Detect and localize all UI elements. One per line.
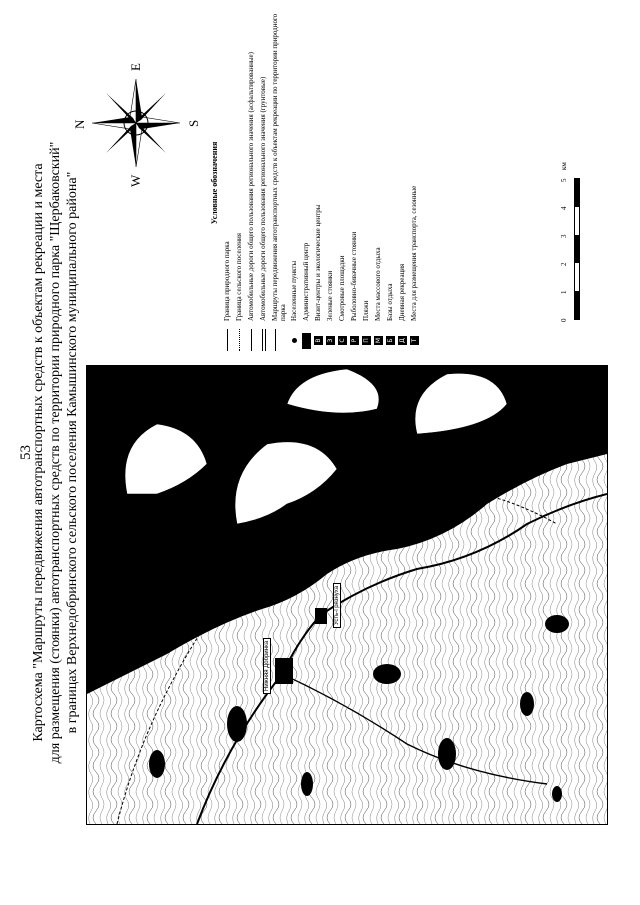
map-svg <box>87 366 607 824</box>
legend-symbol-box: М <box>375 337 382 344</box>
legend-item <box>302 13 311 353</box>
title-line-3: в границах Верхнедобринского сельского поселения Камышинского муниципального района" <box>65 171 80 734</box>
legend-item <box>235 13 244 353</box>
legend-item <box>326 13 335 353</box>
compass-s: S <box>186 119 201 127</box>
compass-icon <box>86 73 186 173</box>
legend-item <box>290 13 299 353</box>
scale-unit: км <box>560 162 568 170</box>
scale-tick-1: 1 <box>560 290 568 294</box>
map-legend <box>210 13 422 353</box>
scale-tick-4: 4 <box>560 206 568 210</box>
legend-symbol-box: П <box>362 327 371 353</box>
compass-rose <box>72 63 201 187</box>
legend-label: Базы отдыха <box>386 283 394 321</box>
legend-item <box>362 13 371 353</box>
legend-item <box>410 13 419 353</box>
legend-title: Условные обозначения <box>210 141 219 225</box>
legend-item <box>314 13 323 353</box>
legend-item <box>386 13 395 353</box>
legend-label: Граница сельского поселения <box>235 233 243 321</box>
legend-item <box>259 13 268 353</box>
legend-label: Места массового отдыха <box>374 247 382 321</box>
legend-symbol-double <box>259 327 268 353</box>
scale-segment <box>575 179 579 207</box>
legend-symbol-line <box>271 327 280 353</box>
legend-item <box>398 13 407 353</box>
legend-label: Визит-центры и экологические центры <box>314 204 322 321</box>
legend-label: Маршруты передвижения автотранспортных средств к объектам рекреации по территории природного парка <box>271 13 287 321</box>
title-line-1: Картосхема "Маршруты передвижения автотранспортных средств к объектам рекреации и места <box>31 163 46 742</box>
compass-e: E <box>128 63 143 71</box>
scale-segment <box>575 291 579 319</box>
map-title <box>30 40 81 865</box>
legend-symbol-box: Д <box>398 327 407 353</box>
legend-item <box>223 13 232 353</box>
legend-symbol-box: З <box>326 327 335 353</box>
scale-tick-3: 3 <box>560 234 568 238</box>
legend-symbol-box: Р <box>350 327 359 353</box>
legend-symbol-box: Т <box>410 327 419 353</box>
legend-label: Рыболовно-бивачные стоянки <box>350 231 358 321</box>
legend-label: Пляжи <box>362 300 370 321</box>
legend-symbol-line <box>223 327 232 353</box>
legend-label: Смотровые площадки <box>338 255 346 321</box>
scale-bar <box>560 120 600 320</box>
compass-n: N <box>72 119 87 129</box>
legend-rows <box>223 13 419 353</box>
legend-label: Граница природного парка <box>223 241 231 321</box>
legend-label: Дневная рекреация <box>398 263 406 321</box>
scale-tick-0: 0 <box>560 318 568 322</box>
legend-symbol-dotted <box>235 327 244 353</box>
legend-label: Административный центр <box>302 242 310 321</box>
legend-symbol-box: В <box>314 327 323 353</box>
legend-label: Места для размещения транспорта, сезонные <box>410 185 418 321</box>
legend-label: Зеленые стоянки <box>326 270 334 321</box>
legend-label: Автомобильные дороги общего пользования регионального значения (асфальтированные) <box>247 52 255 321</box>
legend-symbol-dot <box>290 327 299 353</box>
legend-symbol-box: С <box>338 327 347 353</box>
legend-symbol-box: Б <box>386 327 395 353</box>
page-number: 53 <box>18 445 34 460</box>
legend-label: Автомобильные дороги общего пользования регионального значения (грунтовые) <box>259 76 267 321</box>
legend-symbol-line <box>247 327 256 353</box>
legend-item <box>350 13 359 353</box>
legend-item <box>271 13 287 353</box>
scale-segment <box>575 235 579 263</box>
legend-label: Населенные пункты <box>290 260 298 321</box>
legend-item <box>247 13 256 353</box>
map-area <box>86 365 608 825</box>
settlement-label-1: Нижняя Добринка <box>263 638 271 694</box>
settlement-label-2: Усть-Грязнуха <box>333 583 341 628</box>
scale-tick-2: 2 <box>560 262 568 266</box>
title-line-2: для размещения (стоянки) автотранспортных средств по территории природного парка "Щербаковский" <box>48 141 63 764</box>
compass-w: W <box>128 174 143 187</box>
legend-item <box>338 13 347 353</box>
legend-item <box>374 13 383 353</box>
scale-tick-5: 5 <box>560 178 568 182</box>
legend-symbol-rect <box>302 327 311 353</box>
scale-bar-frame <box>574 178 580 320</box>
